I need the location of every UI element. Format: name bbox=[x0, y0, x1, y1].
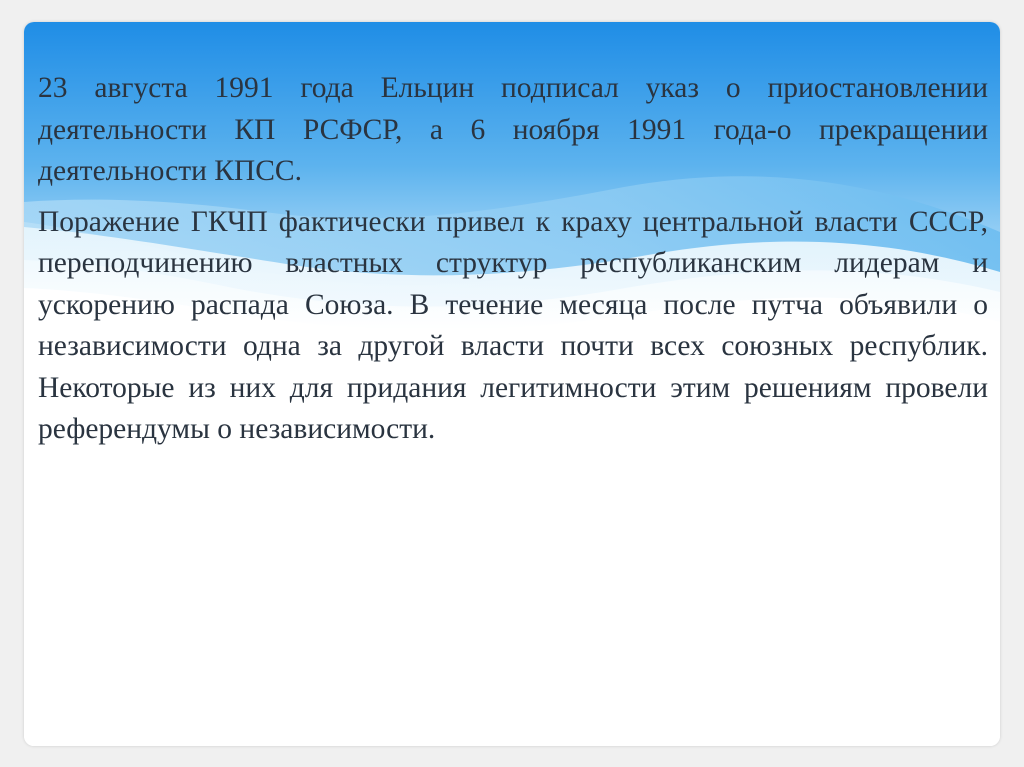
slide-text bbox=[38, 68, 988, 451]
paragraph-1: 23 августа 1991 года Ельцин подписал указ о приостановлении деятельности КП РСФСР, а 6 ноября 1991 года-о прекращении деятельности КПСС. bbox=[38, 72, 988, 187]
slide bbox=[24, 22, 1000, 746]
paragraph-2: Поражение ГКЧП фактически привел к краху центральной власти СССР, переподчинению властных структур республиканским лидерам и ускорению распада Союза. В течение месяца после путча объявили о независимости одна за другой власти почти всех союзных республик. Некоторые из них для придания легитимности этим решениям провели референдумы о независимости. bbox=[38, 205, 988, 445]
